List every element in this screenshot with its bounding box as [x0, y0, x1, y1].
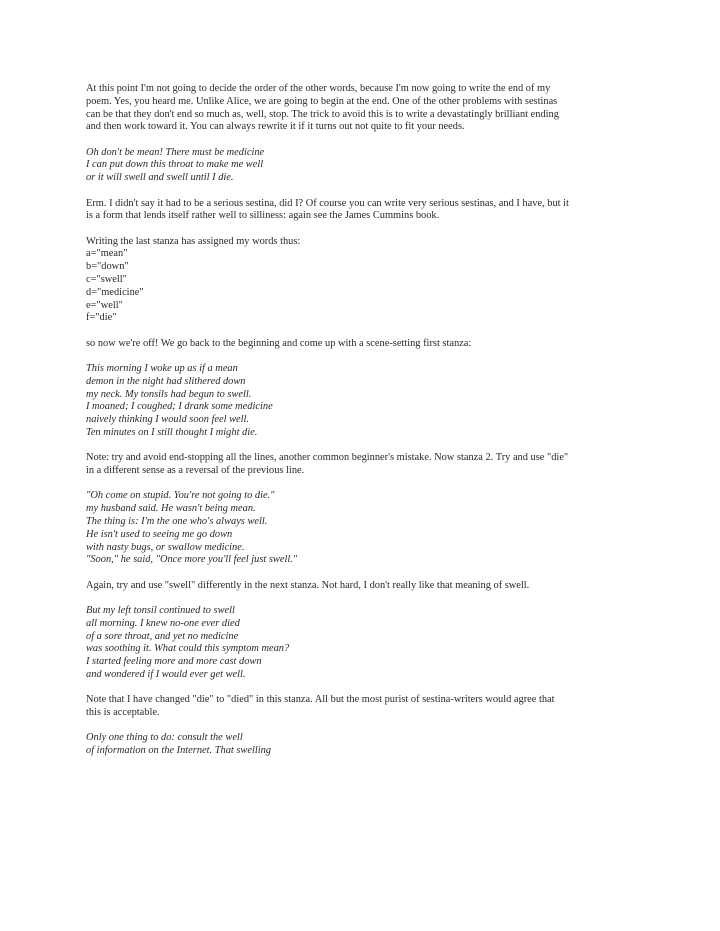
text-line: in a different sense as a reversal of the previous line. — [86, 465, 305, 477]
prose-paragraph — [86, 452, 641, 478]
prose-paragraph — [86, 580, 641, 593]
verse-line: of a sore throat, and yet no medicine — [86, 630, 239, 642]
prose-paragraph — [86, 198, 641, 224]
verse-line: He isn't used to seeing me go down — [86, 528, 233, 540]
text-line: At this point I'm not going to decide the order of the other words, because I'm now going to write the end of my — [86, 83, 551, 94]
text-line: can be that they don't end so much as, well, stop. The trick to avoid this is to write a devastatingly brilliant ending — [86, 108, 559, 120]
verse-line: Oh don't be mean! There must be medicine — [86, 146, 265, 158]
prose-paragraph — [86, 338, 641, 351]
text-line: b="down" — [86, 261, 129, 273]
verse-line: I can put down this throat to make me well — [86, 159, 264, 171]
verse-line: all morning. I knew no-one ever died — [86, 617, 240, 629]
text-line: f="die" — [86, 312, 117, 324]
verse-line: or it will swell and swell until I die. — [86, 172, 234, 184]
text-line: this is acceptable. — [86, 707, 160, 719]
verse-line: of information on the Internet. That swelling — [86, 745, 272, 757]
verse-line: I moaned; I coughed; I drank some medicine — [86, 401, 273, 413]
verse-line: Only one thing to do: consult the well — [86, 732, 243, 744]
verse-line: But my left tonsil continued to swell — [86, 605, 235, 616]
verse-stanza — [86, 147, 641, 185]
text-line: d="medicine" — [86, 286, 144, 298]
text-line: poem. Yes, you heard me. Unlike Alice, we are going to begin at the end. One of the other problems with sestinas — [86, 95, 558, 107]
text-line: a="mean" — [86, 248, 128, 260]
text-line: Note: try and avoid end-stopping all the lines, another common beginner's mistake. Now stanza 2. Try and use "die" — [86, 452, 569, 464]
verse-stanza — [86, 605, 641, 682]
verse-line: Ten minutes on I still thought I might die. — [86, 427, 258, 439]
verse-line: naively thinking I would soon feel well. — [86, 414, 250, 426]
verse-stanza — [86, 490, 641, 567]
text-line: is a form that lends itself rather well to silliness: again see the James Cummins book. — [86, 210, 440, 222]
document-page — [86, 83, 641, 770]
text-line: and then work toward it. You can always rewrite it if it turns out not quite to fit your needs. — [86, 121, 465, 133]
text-line: Writing the last stanza has assigned my words thus: — [86, 235, 301, 247]
verse-line: This morning I woke up as if a mean — [86, 363, 238, 375]
verse-line: my husband said. He wasn't being mean. — [86, 503, 256, 515]
verse-line: "Soon," he said, "Once more you'll feel just swell." — [86, 554, 298, 566]
text-line: Erm. I didn't say it had to be a serious sestina, did I? Of course you can write very serious sestinas, and I have, but it — [86, 197, 569, 209]
verse-stanza — [86, 732, 641, 758]
verse-line: I started feeling more and more cast down — [86, 656, 262, 668]
verse-line: was soothing it. What could this symptom mean? — [86, 643, 290, 655]
text-line: c="swell" — [86, 274, 127, 286]
prose-paragraph — [86, 236, 641, 326]
verse-line: and wondered if I would ever get well. — [86, 668, 246, 680]
verse-line: with nasty bugs, or swallow medicine. — [86, 541, 245, 553]
text-line: e="well" — [86, 299, 123, 311]
verse-line: demon in the night had slithered down — [86, 375, 246, 387]
verse-line: "Oh come on stupid. You're not going to die." — [86, 490, 275, 502]
text-line: Note that I have changed "die" to "died" in this stanza. All but the most purist of sestina-writers would agree that — [86, 694, 555, 706]
text-line: so now we're off! We go back to the beginning and come up with a scene-setting first stanza: — [86, 337, 472, 349]
prose-paragraph — [86, 694, 641, 720]
prose-paragraph — [86, 83, 641, 134]
verse-line: my neck. My tonsils had begun to swell. — [86, 388, 252, 400]
verse-stanza — [86, 363, 641, 440]
text-line: Again, try and use "swell" differently in the next stanza. Not hard, I don't really like that meaning of swell. — [86, 579, 530, 591]
verse-line: The thing is: I'm the one who's always well. — [86, 516, 268, 528]
